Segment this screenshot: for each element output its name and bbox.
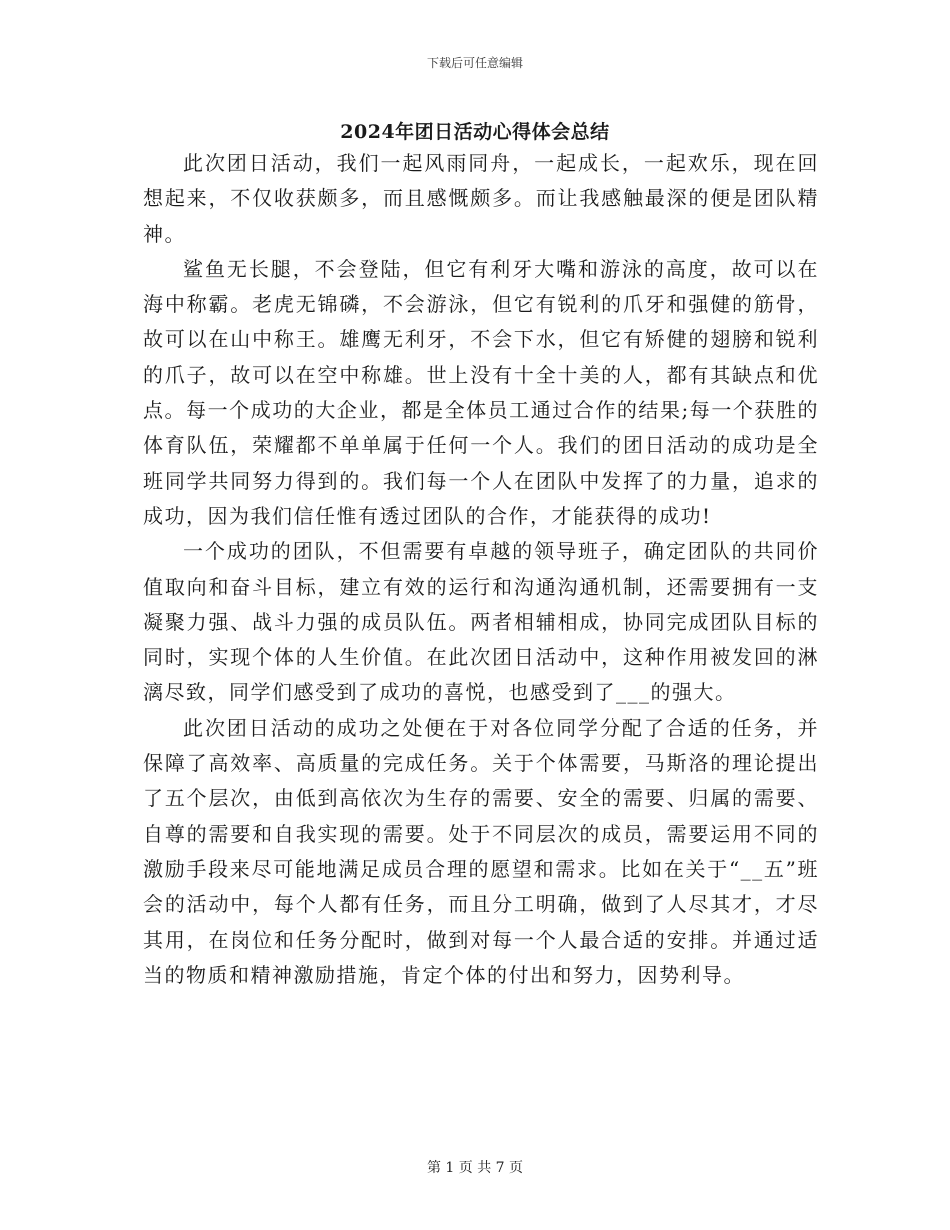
- paragraph-intro: 此次团日活动，我们一起风雨同舟，一起成长，一起欢乐，现在回想起来，不仅收获颇多，而且感慨颇多。而让我感触最深的便是团队精神。: [143, 151, 819, 246]
- paragraph-tasks: 此次团日活动的成功之处便在于对各位同学分配了合适的任务，并保障了高效率、高质量的完成任务。关于个体需要，马斯洛的理论提出了五个层次，由低到高依次为生存的需要、安全的需要、归属的需要、自尊的需要和自我实现的需要。处于不同层次的成员，需要运用不同的激励手段来尽可能地满足成员合理的愿望和需求。比如在关于“__五”班会的活动中，每个人都有任务，而且分工明确，做到了人尽其才，才尽其用，在岗位和任务分配时，做到对每一个人最合适的安排。并通过适当的物质和精神激励措施，肯定个体的付出和努力，因势利导。: [143, 715, 819, 987]
- paragraph-analogy: 鲨鱼无长腿，不会登陆，但它有利牙大嘴和游泳的高度，故可以在海中称霸。老虎无锦磷，不会游泳，但它有锐利的爪牙和强健的筋骨，故可以在山中称王。雄鹰无利牙，不会下水，但它有矫健的翅膀和锐利的爪子，故可以在空中称雄。世上没有十全十美的人，都有其缺点和优点。每一个成功的大企业，都是全体员工通过合作的结果;每一个获胜的体育队伍，荣耀都不单单属于任何一个人。我们的团日活动的成功是全班同学共同努力得到的。我们每一个人在团队中发挥了的力量，追求的成功，因为我们信任惟有透过团队的合作，才能获得的成功!: [143, 256, 819, 528]
- page-number-footer: 第 1 页 共 7 页: [426, 1160, 524, 1176]
- page-header-note: 下载后可任意编辑: [426, 56, 523, 70]
- document-body: [143, 146, 819, 993]
- paragraph-team: 一个成功的团队，不但需要有卓越的领导班子，确定团队的共同价值取向和奋斗目标，建立有效的运行和沟通沟通机制，还需要拥有一支凝聚力强、战斗力强的成员队伍。两者相辅相成，协同完成团队目标的同时，实现个体的人生价值。在此次团日活动中，这种作用被发回的淋漓尽致，同学们感受到了成功的喜悦，也感受到了___的强大。: [143, 539, 819, 705]
- document-title: 2024年团日活动心得体会总结: [340, 121, 610, 143]
